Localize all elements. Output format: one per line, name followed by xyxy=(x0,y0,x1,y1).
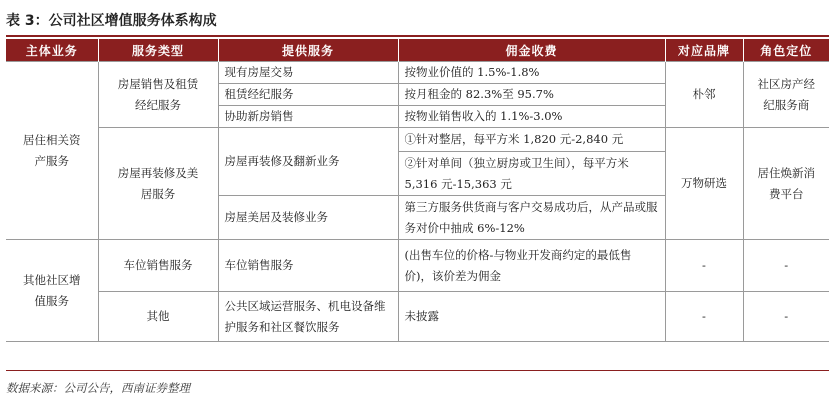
service-type-cell: 车位销售服务 xyxy=(98,240,218,292)
service-type-cell: 其他 xyxy=(98,292,218,342)
service-type-cell: 房屋销售及租赁经纪服务 xyxy=(98,62,218,128)
header-cell: 佣金收费 xyxy=(398,39,665,62)
role-cell: 社区房产经纪服务商 xyxy=(743,62,829,128)
fee-cell: 按物业价值的 1.5%-1.8% xyxy=(398,62,665,84)
header-cell: 主体业务 xyxy=(6,39,98,62)
top-rule xyxy=(6,35,829,37)
brand-cell: - xyxy=(665,240,743,292)
fee-cell: 按月租金的 82.3%至 95.7% xyxy=(398,84,665,106)
table-row xyxy=(6,240,829,292)
service-system-table xyxy=(6,39,829,342)
service-cell: 车位销售服务 xyxy=(218,240,398,292)
brand-cell: 朴邻 xyxy=(665,62,743,128)
source-note: 数据来源：公司公告，西南证券整理 xyxy=(6,381,190,395)
fee-cell: 第三方服务供货商与客户交易成功后，从产品或服务对价中抽成 6%-12% xyxy=(398,196,665,240)
fee-cell: 按物业销售收入的 1.1%-3.0% xyxy=(398,106,665,128)
fee-cell: ①针对整居，每平方米 1,820 元-2,840 元 xyxy=(398,128,665,152)
business-cell: 其他社区增值服务 xyxy=(6,240,98,342)
brand-cell: - xyxy=(665,292,743,342)
business-cell: 居住相关资产服务 xyxy=(6,62,98,240)
table-caption: 表 3：公司社区增值服务体系构成 xyxy=(6,13,217,29)
table-row xyxy=(6,62,829,84)
fee-cell: 未披露 xyxy=(398,292,665,342)
fee-cell: (出售车位的价格-与物业开发商约定的最低售价)，该价差为佣金 xyxy=(398,240,665,292)
table-row xyxy=(6,128,829,152)
role-cell: - xyxy=(743,292,829,342)
header-cell: 角色定位 xyxy=(743,39,829,62)
service-cell: 现有房屋交易 xyxy=(218,62,398,84)
header-row xyxy=(6,39,829,62)
fee-cell: ②针对单间（独立厨房或卫生间），每平方米 5,316 元-15,363 元 xyxy=(398,152,665,196)
header-cell: 对应品牌 xyxy=(665,39,743,62)
header-cell: 提供服务 xyxy=(218,39,398,62)
role-cell: - xyxy=(743,240,829,292)
table-row xyxy=(6,292,829,342)
service-cell: 租赁经纪服务 xyxy=(218,84,398,106)
role-cell: 居住焕新消费平台 xyxy=(743,128,829,240)
brand-cell: 万物研选 xyxy=(665,128,743,240)
bottom-rule xyxy=(6,370,829,371)
service-type-cell: 房屋再装修及美居服务 xyxy=(98,128,218,240)
service-cell: 公共区域运营服务、机电设备维护服务和社区餐饮服务 xyxy=(218,292,398,342)
header-cell: 服务类型 xyxy=(98,39,218,62)
service-cell: 房屋美居及装修业务 xyxy=(218,196,398,240)
service-cell: 协助新房销售 xyxy=(218,106,398,128)
service-cell: 房屋再装修及翻新业务 xyxy=(218,128,398,196)
